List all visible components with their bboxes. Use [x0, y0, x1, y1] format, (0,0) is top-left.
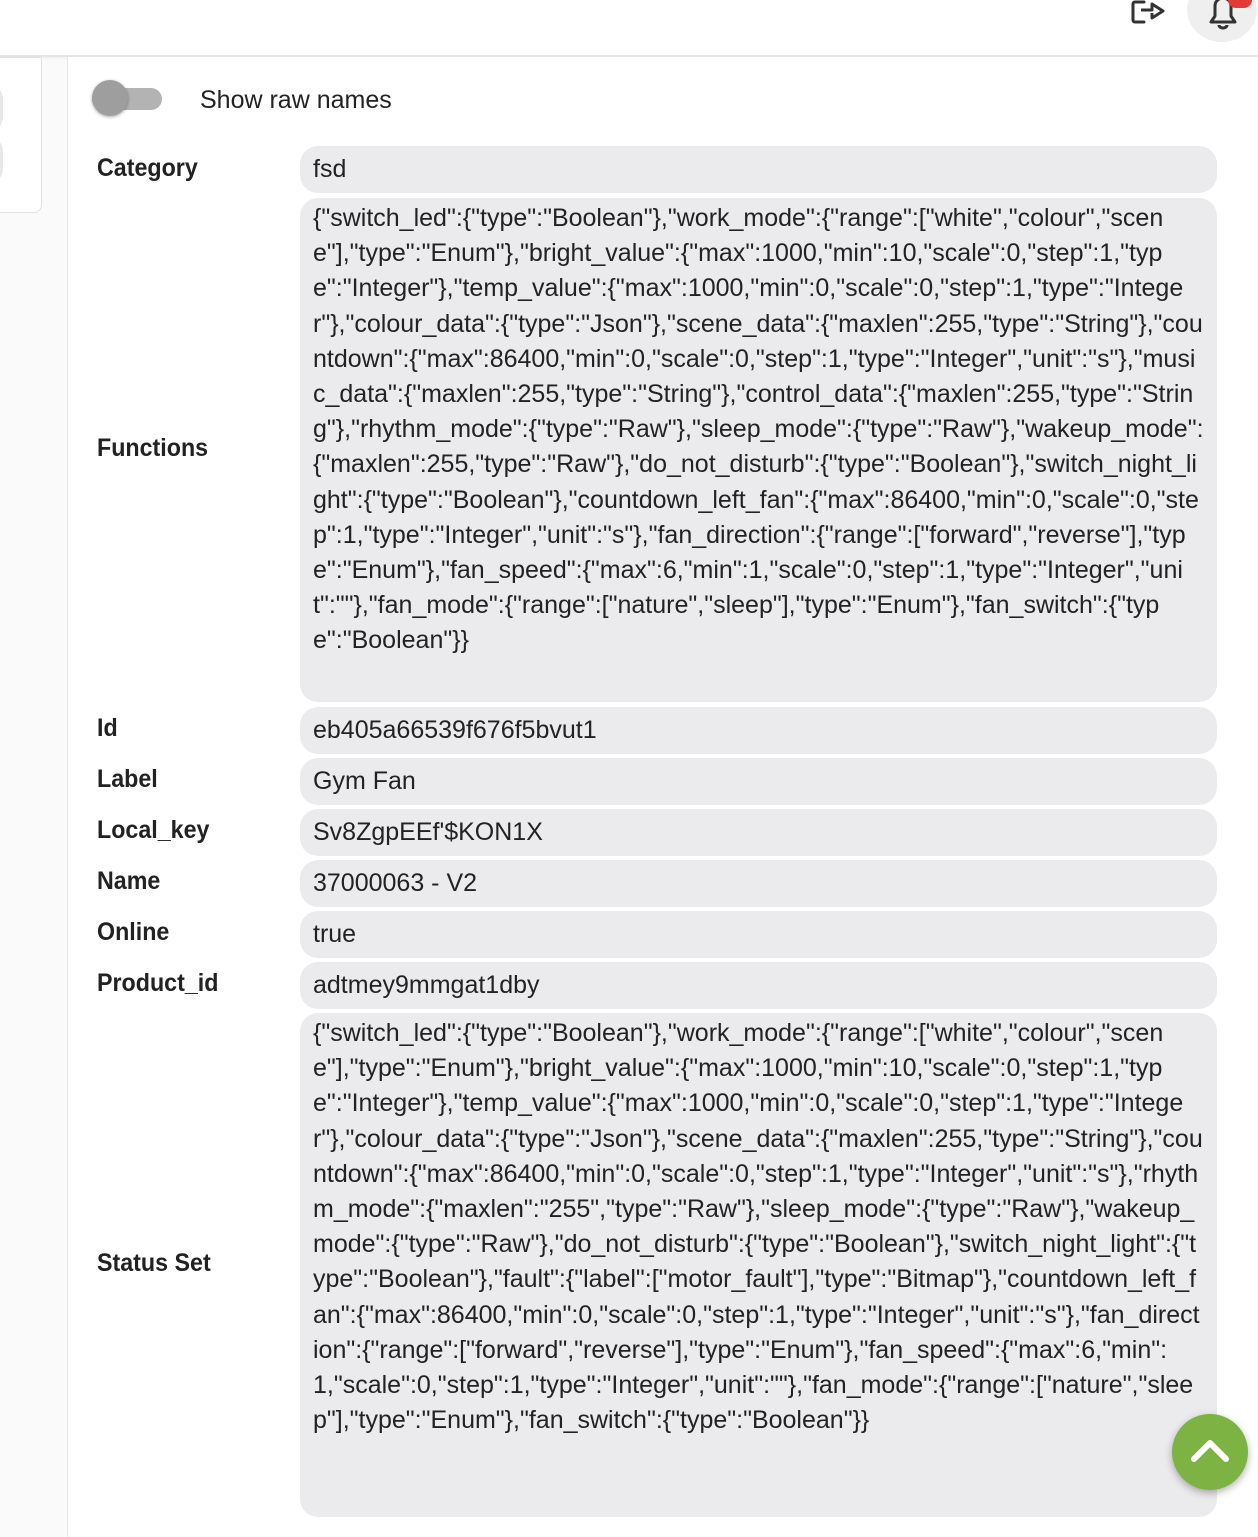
top-bar	[0, 0, 1258, 57]
scroll-to-top-button[interactable]	[1172, 1414, 1248, 1490]
label-label: Label	[97, 765, 158, 793]
name-label: Name	[97, 867, 161, 895]
side-panel-item[interactable]	[0, 85, 3, 131]
local-key-field[interactable]: Sv8ZgpEEf'$KON1X	[300, 809, 1217, 856]
id-label: Id	[97, 714, 118, 742]
local-key-label: Local_key	[97, 816, 210, 844]
functions-field[interactable]: {"switch_led":{"type":"Boolean"},"work_mode":{"range":["white","colour","scene"],"type":"Enum"},"bright_value":{"max":1000,"min":10,"scale":0,"step":1,"type":"Integer"},"temp_value":{"max":1000,"min":0,"scale":0,"step":1,"type":"Integer"},"colour_data":{"type":"Json"},"scene_data":{"maxlen":255,"type":"String"},"countdown":{"max":86400,"min":0,"scale":0,"step":1,"type":"Integer","unit":"s"},"music_data":{"maxlen":255,"type":"String"},"control_data":{"maxlen":255,"type":"String"},"rhythm_mode":{"type":"Raw"},"sleep_mode":{"type":"Raw"},"wakeup_mode":{"maxlen":255,"type":"Raw"},"do_not_disturb":{"type":"Boolean"},"switch_night_light":{"type":"Boolean"},"countdown_left_fan":{"max":86400,"min":0,"scale":0,"step":1,"type":"Integer","unit":"s"},"fan_direction":{"range":["forward","reverse"],"type":"Enum"},"fan_speed":{"max":6,"min":1,"scale":0,"step":1,"type":"Integer","unit":""},"fan_mode":{"range":["nature","sleep"],"type":"Enum"},"fan_switch":{"type":"Boolean"}}	[300, 198, 1217, 702]
label-field[interactable]: Gym Fan	[300, 758, 1217, 805]
side-panel-item[interactable]	[0, 137, 3, 183]
product-id-field[interactable]: adtmey9mmgat1dby	[300, 962, 1217, 1009]
status-set-label: Status Set	[97, 1249, 211, 1277]
chevron-up-icon	[1172, 1414, 1248, 1490]
logout-icon[interactable]	[1130, 0, 1168, 28]
category-label: Category	[97, 154, 198, 182]
online-label: Online	[97, 918, 170, 946]
online-field[interactable]: true	[300, 911, 1217, 958]
id-field[interactable]: eb405a66539f676f5bvut1	[300, 707, 1217, 754]
name-field[interactable]: 37000063 - V2	[300, 860, 1217, 907]
functions-label: Functions	[97, 434, 209, 462]
side-panel	[0, 57, 42, 213]
product-id-label: Product_id	[97, 969, 219, 997]
show-raw-names-label: Show raw names	[200, 86, 392, 114]
status-set-field[interactable]: {"switch_led":{"type":"Boolean"},"work_mode":{"range":["white","colour","scene"],"type":"Enum"},"bright_value":{"max":1000,"min":10,"scale":0,"step":1,"type":"Integer"},"temp_value":{"max":1000,"min":0,"scale":0,"step":1,"type":"Integer"},"colour_data":{"type":"Json"},"scene_data":{"maxlen":255,"type":"String"},"countdown":{"max":86400,"min":0,"scale":0,"step":1,"type":"Integer","unit":"s"},"rhythm_mode":{"maxlen":"255","type":"Raw"},"sleep_mode":{"type":"Raw"},"wakeup_mode":{"type":"Raw"},"do_not_disturb":{"type":"Boolean"},"switch_night_light":{"type":"Boolean"},"fault":{"label":["motor_fault"],"type":"Bitmap"},"countdown_left_fan":{"max":86400,"min":0,"scale":0,"step":1,"type":"Integer","unit":"s"},"fan_direction":{"range":["forward","reverse"],"type":"Enum"},"fan_speed":{"max":6,"min":1,"scale":0,"step":1,"type":"Integer","unit":""},"fan_mode":{"range":["nature","sleep"],"type":"Enum"},"fan_switch":{"type":"Boolean"}}	[300, 1013, 1217, 1517]
category-field[interactable]: fsd	[300, 146, 1217, 193]
toggle-knob[interactable]	[92, 80, 128, 116]
